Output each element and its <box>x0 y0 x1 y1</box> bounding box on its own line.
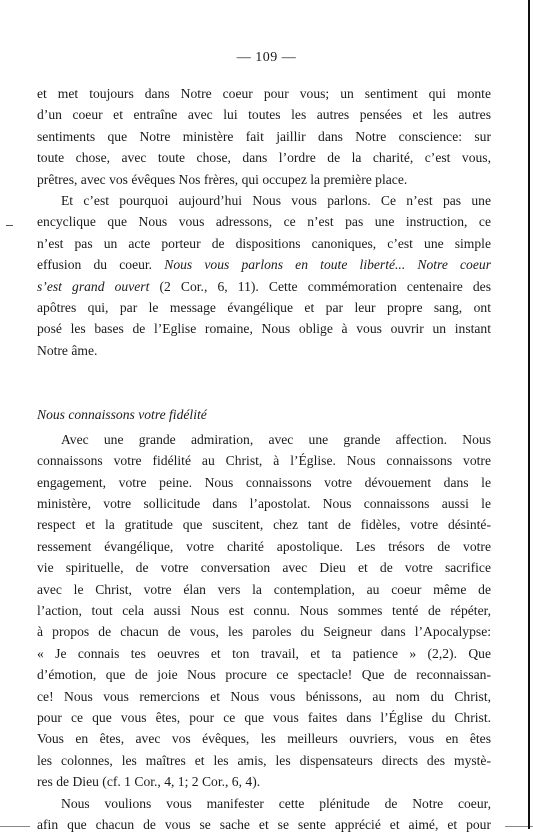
text-line: vie spirituelle, de votre conversation avec Dieu et de votre sacrifice <box>37 560 491 576</box>
text-line: respect et la gratitude que suscitent, chez tant de fidèles, votre désinté- <box>37 517 491 533</box>
text-line: « Je connais tes oeuvres et ton travail, et ta patience » (2,2). Que <box>37 645 491 661</box>
text-line: apôtres qui, par le message évangélique et par leur propre sang, ont <box>37 300 491 316</box>
text-line: n’est pas un acte porteur de dispositions canoniques, c’est une simple <box>37 235 491 251</box>
paragraph-1 <box>37 83 491 190</box>
page-edge <box>528 0 530 829</box>
text-line: sentiments que Notre ministère fait jaillir dans Notre conscience: sur <box>37 128 491 144</box>
text-line: ministère, votre sollicitude dans l’apostolat. Nous connaissons aussi le <box>37 495 491 511</box>
text-line <box>37 276 491 297</box>
quoted-scripture: s’est grand ouvert <box>37 278 150 294</box>
text-line <box>37 254 491 275</box>
text-line: ce! Nous vous remercions et Nous vous bénissons, au nom du Christ, <box>37 688 491 704</box>
text-segment: effusion du coeur. <box>37 257 165 273</box>
text-line: engagement, votre peine. Nous connaissons votre dévouement dans le <box>37 474 491 490</box>
text-line: pour ce que vous êtes, pour ce que vous faites dans l’Église du Christ. <box>37 709 491 725</box>
text-line: et met toujours dans Notre coeur pour vous; un sentiment qui monte <box>37 86 491 101</box>
section-gap <box>37 361 491 404</box>
text-line: d’émotion, que de joie Nous procure ce spectacle! Que de reconnaissan- <box>37 667 491 683</box>
text-line: avec le Christ, votre élan vers la contemplation, au coeur même de <box>37 581 491 597</box>
scan-edge-mark <box>0 826 30 827</box>
paragraph-2 <box>37 190 491 361</box>
text-line: ressement évangélique, votre charité apostolique. Les trésors de votre <box>37 538 491 554</box>
text-line: Et c’est pourquoi aujourd’hui Nous vous parlons. Ce n’est pas une <box>61 193 491 209</box>
margin-mark <box>6 225 13 226</box>
text-line: Notre âme. <box>37 342 98 358</box>
text-line: d’un coeur et entraîne avec lui toutes les autres pensées et les autres <box>37 107 491 123</box>
text-line: encyclique que Nous vous adressons, ce n’est pas une instruction, ce <box>37 214 491 230</box>
text-line: l’action, tout cela aussi Nous est connu. Nous sommes tenté de répéter, <box>37 602 491 618</box>
text-line: toute chose, avec toute chose, dans l’ordre de la charité, c’est vous, <box>37 150 491 166</box>
text-line: à propos de chacun de vous, les paroles du Seigneur dans l’Apocalypse: <box>37 624 491 640</box>
section-heading: Nous connaissons votre fidélité <box>37 407 207 423</box>
text-line: Nous voulions vous manifester cette plénitude de Notre coeur, <box>61 795 491 811</box>
text-line: posé les bases de l’Eglise romaine, Nous oblige à vous ouvrir un instant <box>37 321 491 337</box>
text-line: res de Dieu (cf. 1 Cor., 4, 1; 2 Cor., 6, 4). <box>37 774 261 790</box>
paragraph-3 <box>37 429 491 793</box>
text-line: connaissons votre fidélité au Christ, à l’Église. Nous connaissons votre <box>37 453 491 469</box>
page-number: — 109 — <box>236 50 297 65</box>
text-line: prêtres, avec vos évêques Nos frères, qui occupez la première place. <box>37 171 408 187</box>
text-line: Vous en êtes, avec vos évêques, les meilleurs ouvriers, vous en êtes <box>37 731 491 747</box>
text-line: les colonnes, les maîtres et les amis, les dispensateurs directs des mystè- <box>37 752 491 768</box>
quoted-scripture: Nous vous parlons en toute liberté... Notre coeur <box>164 257 491 273</box>
text-line: afin que chacun de vous se sache et se sente apprécié et aimé, et pour <box>37 817 491 832</box>
text-segment: (2 Cor., 6, 11). Cette commémoration centenaire des <box>149 278 491 294</box>
page-text <box>37 83 491 835</box>
text-line: Avec une grande admiration, avec une grande affection. Nous <box>61 431 491 447</box>
